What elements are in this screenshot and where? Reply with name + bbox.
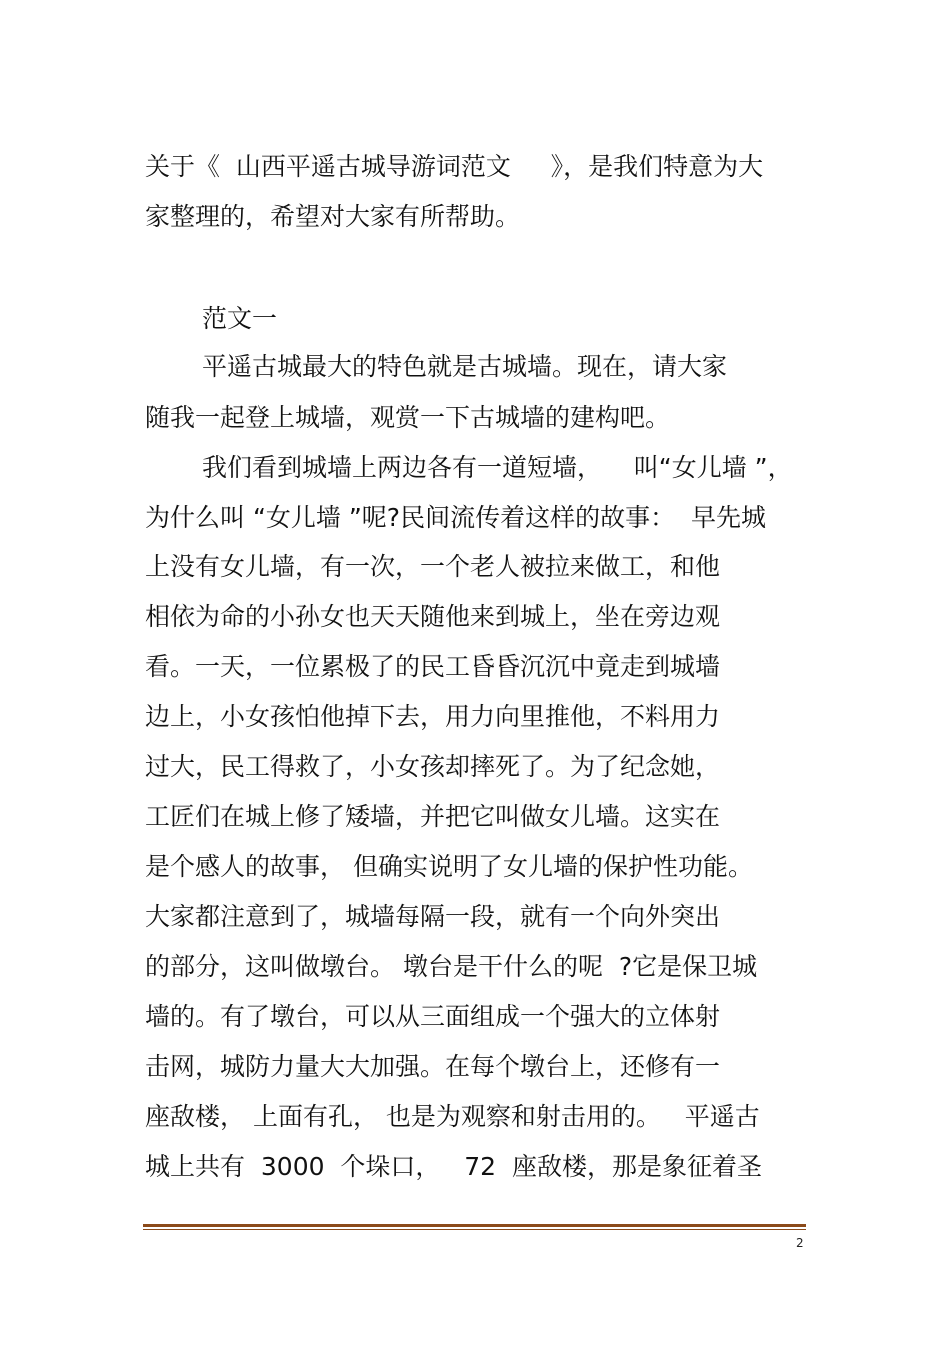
paragraph2-line-15: 城上共有 3000 个垛口， 72 座敌楼，那是象征着圣 (145, 1152, 762, 1181)
paragraph2-line-13: 击网，城防力量大大加强。在每个墩台上，还修有一 (145, 1052, 721, 1081)
paragraph2-line-7: 过大，民工得救了，小女孩却摔死了。为了纪念她， (145, 752, 721, 781)
paragraph2-line-6: 边上，小女孩怕他掉下去，用力向里推他，不料用力 (145, 702, 721, 731)
paragraph2-line-9: 是个感人的故事， 但确实说明了女儿墙的保护性功能。 (145, 852, 753, 881)
paragraph1-line-2: 随我一起登上城墙，观赏一下古城墙的建构吧。 (145, 403, 671, 432)
footer-divider-thin (143, 1229, 806, 1230)
paragraph2-line-5: 看。一天，一位累极了的民工昏昏沉沉中竟走到城墙 (145, 652, 721, 681)
paragraph2-line-12: 墙的。有了墩台，可以从三面组成一个强大的立体射 (145, 1002, 721, 1031)
section-heading: 范文一 (202, 304, 278, 333)
paragraph2-line-1: 我们看到城墙上两边各有一道短墙， 叫“女儿墙 ”， (202, 453, 793, 482)
paragraph2-line-3: 上没有女儿墙，有一次，一个老人被拉来做工，和他 (145, 552, 721, 581)
intro-line-2: 家整理的，希望对大家有所帮助。 (145, 202, 521, 231)
page-number: 2 (796, 1236, 804, 1250)
paragraph2-line-8: 工匠们在城上修了矮墙，并把它叫做女儿墙。这实在 (145, 802, 721, 831)
paragraph2-line-4: 相依为命的小孙女也天天随他来到城上，坐在旁边观 (145, 602, 721, 631)
paragraph1-line-1: 平遥古城最大的特色就是古城墙。现在，请大家 (202, 352, 728, 381)
intro-line-1: 关于《 山西平遥古城导游词范文 》，是我们特意为大 (145, 152, 764, 181)
paragraph2-line-2: 为什么叫 “女儿墙 ”呢?民间流传着这样的故事： 早先城 (145, 503, 766, 532)
paragraph2-line-10: 大家都注意到了，城墙每隔一段，就有一个向外突出 (145, 902, 721, 931)
paragraph2-line-14: 座敌楼， 上面有孔， 也是为观察和射击用的。 平遥古 (145, 1102, 760, 1131)
paragraph2-line-11: 的部分，这叫做墩台。 墩台是干什么的呢 ?它是保卫城 (145, 952, 758, 981)
footer-divider (143, 1224, 806, 1227)
